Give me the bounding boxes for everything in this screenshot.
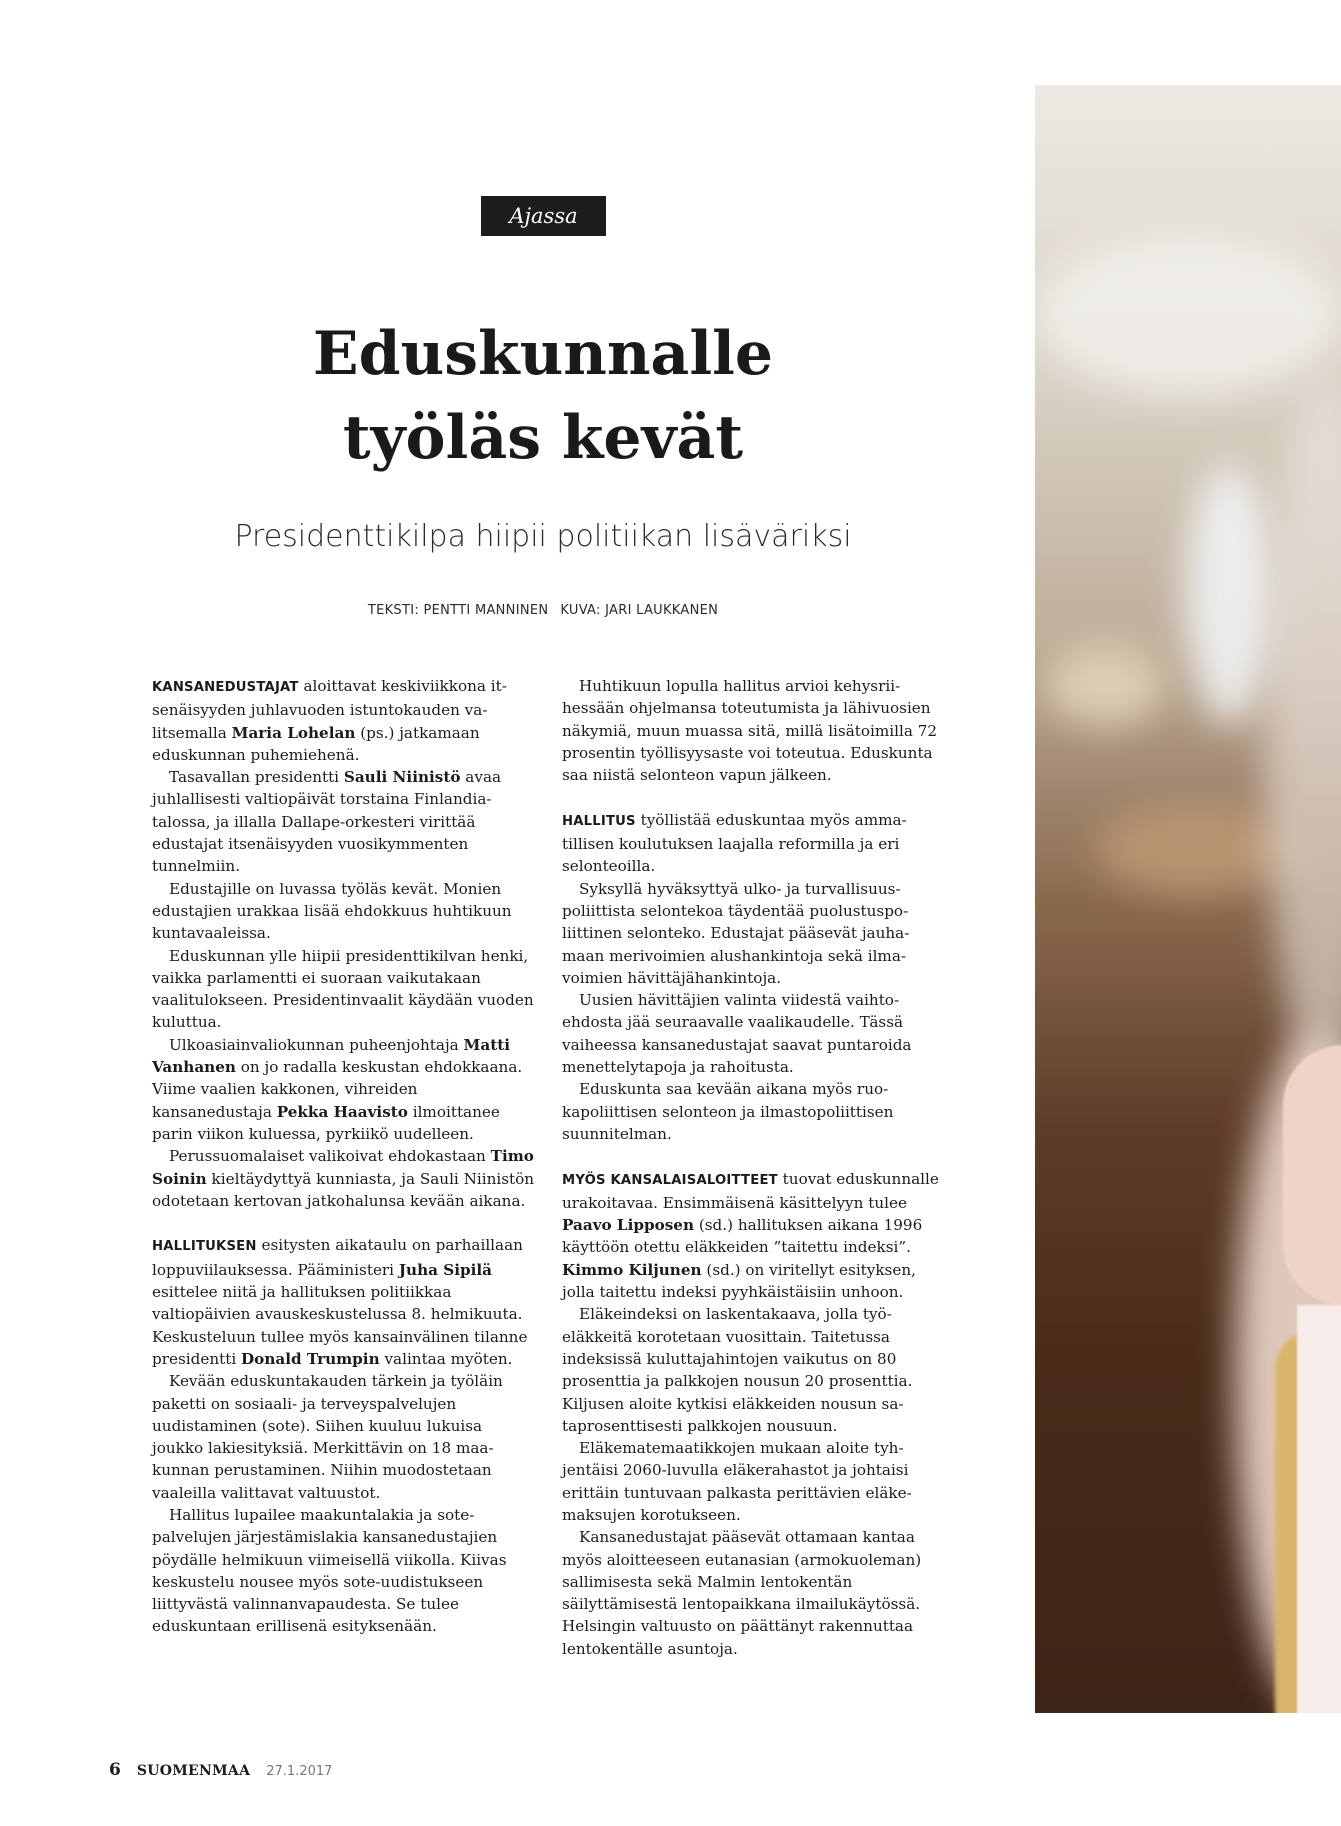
person-name: Pekka Haavisto (276, 1102, 408, 1121)
paragraph: Eläkematemaatikkojen mukaan aloite tyhjentäisi 2060-luvulla eläkerahastot ja johtaisi erittäin tuntuvaan palkasta perittävien eläkemaksujen korotukseen. (562, 1439, 912, 1524)
paragraph: Kevään eduskuntakauden tärkein ja työläin paketti on sosiaali- ja terveyspalvelujen uudistaminen (sote). Siihen kuuluu lukuisa joukko lakiesityksiä. Merkittävin on 18 maakunnan perustaminen. Niihin muodostetaan vaaleilla valittavat valtuustot. (152, 1372, 503, 1502)
person-name: Donald Trumpin (241, 1349, 380, 1368)
text-run: ilmoittanee parin viikon kuluessa, pyrkiikö uudelleen. (152, 1102, 500, 1143)
photo-blur-area (1095, 805, 1295, 895)
paragraph-gap (152, 1212, 536, 1234)
text-run: valintaa myöten. (379, 1349, 513, 1368)
photo-blur-area (1035, 235, 1341, 395)
person-name: Matti Vanhanen (152, 1035, 510, 1077)
text-run: Ulkoasiainvaliokunnan puheenjohtaja (169, 1035, 464, 1054)
text-run: kieltäydyttyä kunniasta, ja Sauli Niinistön odotetaan kertovan jatkohalunsa kevään aikana. (152, 1169, 535, 1210)
paragraph: Uusien hävittäjien valinta viidestä vaihtoehdosta jää seuraavalle vaalikaudelle. Tässä vaiheessa kansanedustajat saavat puntaroida menettelytapoja ja rahoitusta. (562, 991, 912, 1077)
text-run: (sd.) on viritellyt esityksen, jolla taitettu indeksi pyyhkäistäisiin unhoon. (562, 1260, 916, 1302)
paragraph: Kansanedustajat pääsevät ottamaan kantaa myös aloitteeseen eutanasian (armokuoleman) sallimisesta sekä Malmin lentokentän säilyttämisestä lentopaikkana ilmailukäytössä. Helsingin valtuusto on päättänyt rakennuttaa lentokentälle asuntoja. (562, 1528, 922, 1658)
paragraph-gap (562, 786, 946, 808)
text-run: (sd.) hallituksen aikana 1996 käyttöön otettu eläkkeiden ”taitettu indeksi”. (562, 1216, 923, 1257)
headline (150, 312, 936, 480)
masthead: SUOMENMAA (136, 1763, 251, 1779)
headline-line-1: Eduskunnalle (312, 319, 774, 389)
paragraph (152, 1234, 536, 1370)
person-name: Sauli Niinistö (343, 768, 461, 787)
text-run: avaa juhlallisesti valtiopäivät torstaina Finlandia-talossa, ja illalla Dallape-orkesteri virittää edustajat itsenäisyyden vuosikymmenten tunnelmiin. (152, 768, 502, 876)
text-run: aloittavat keskiviikkona itsenäisyyden juhlavuoden istuntokauden valitsemalla (152, 677, 507, 742)
text-run: esittelee niitä ja hallituksen politiikkaa valtiopäivien avauskeskustelussa 8. helmikuuta. Keskusteluun tullee myös kansainvälinen tilanne presidentti (152, 1283, 528, 1368)
paragraph: Eläkeindeksi on laskentakaava, jolla työeläkkeitä korotetaan vuosittain. Taitetussa indeksissä kuluttajahintojen vaikutus on 80 prosenttia ja palkkojen nousun 20 prosenttia. Kiljusen aloite kytkisi eläkkeiden nousun sataprosenttisesti palkkojen nousuun. (562, 1305, 913, 1435)
kicker: HALLITUS (562, 813, 636, 829)
photo-blur-area (1045, 645, 1165, 725)
subheadline: Presidenttikilpa hiipii politiikan lisäväriksi (234, 519, 852, 554)
paragraph: Eduskunnan ylle hiipii presidenttikilvan henki, vaikka parlamentti ei suoraan vaikutakaan vaalitulokseen. Presidentinvaalit käydään vuoden kuluttua. (152, 946, 534, 1032)
paragraph: Huhtikuun lopulla hallitus arvioi kehysriihessään ohjelmansa toteutumista ja lähivuosien näkymiä, muun muassa sitä, millä lisätoimilla 72 prosentin työllisyysaste voi toteutua. Eduskunta saa niistä selonteon vapun jälkeen. (562, 677, 938, 785)
byline (150, 601, 936, 621)
paragraph: Edustajille on luvassa työläs kevät. Monien edustajien urakkaa lisää ehdokkuus huhtikuun kuntavaaleissa. (152, 879, 512, 943)
paragraph (562, 809, 946, 878)
text-run: Tasavallan presidentti (169, 768, 344, 787)
photo-blur-bottle (1185, 465, 1275, 725)
paragraph (152, 1034, 536, 1145)
text-run: esitysten aikataulu on parhaillaan loppuviilauksessa. Pääministeri (152, 1236, 523, 1279)
person-name: Paavo Lipposen (562, 1216, 695, 1235)
text-run: (ps.) jatkamaan eduskunnan puhemiehenä. (152, 723, 480, 764)
photo-hand (1283, 1045, 1341, 1305)
photo-sleeve (1297, 1305, 1341, 1713)
headline-line-2: työläs kevät (342, 403, 744, 473)
byline-author: TEKSTI: PENTTI MANNINEN (367, 603, 549, 618)
article-column-right (562, 675, 946, 1660)
person-name: Maria Lohelan (231, 723, 356, 742)
text-run: työllistää eduskuntaa myös ammatillisen koulutuksen laajalla reformilla ja eri selonteoilla. (562, 810, 907, 876)
paragraph (562, 1168, 946, 1304)
paragraph: Eduskunta saa kevään aikana myös ruokapoliittisen selonteon ja ilmastopoliittisen suunnitelman. (562, 1080, 894, 1143)
page-footer (109, 1760, 332, 1784)
page-number: 6 (109, 1760, 121, 1780)
paragraph (152, 675, 536, 766)
issue-date: 27.1.2017 (266, 1764, 333, 1779)
kicker: KANSANEDUSTAJAT (152, 680, 299, 695)
text-run: Perussuomalaiset valikoivat ehdokastaan (169, 1147, 491, 1166)
text-run: tuovat eduskunnalle urakoitavaa. Ensimmäisenä käsittelyyn tulee (562, 1169, 939, 1212)
kicker: HALLITUKSEN (152, 1239, 257, 1255)
person-name: Kimmo Kiljunen (562, 1260, 702, 1279)
byline-photographer: KUVA: JARI LAUKKANEN (560, 603, 719, 618)
paragraph: Hallitus lupailee maakuntalakia ja sotepalvelujen järjestämislakia kansanedustajien pöydälle helmikuun viimeisellä viikolla. Kiivas keskustelu nousee myös sote-uudistukseen liittyvästä valinnanvapaudesta. Se tulee eduskuntaan erillisenä esityksenään. (152, 1505, 507, 1636)
section-tag: Ajassa (481, 196, 606, 236)
paragraph: Syksyllä hyväksyttyä ulko- ja turvallisuuspoliittista selontekoa täydentää puolustuspoliittinen selonteko. Edustajat pääsevät jauhamaan merivoimien alushankintoja sekä ilmavoimien hävittäjähankintoja. (562, 879, 910, 987)
person-name: Juha Sipilä (398, 1260, 493, 1279)
paragraph (152, 766, 536, 877)
text-run: on jo radalla keskustan ehdokkaana. Viime vaalien kakkonen, vihreiden kansanedustaja (152, 1058, 523, 1121)
kicker: MYÖS KANSALAISALOITTEET (562, 1172, 778, 1188)
article-photo (1035, 85, 1341, 1713)
paragraph (152, 1145, 536, 1212)
article-column-left (152, 675, 536, 1638)
person-name: Timo Soinin (152, 1147, 534, 1188)
paragraph-gap (562, 1145, 946, 1167)
photo-blur-area (1265, 385, 1341, 1085)
